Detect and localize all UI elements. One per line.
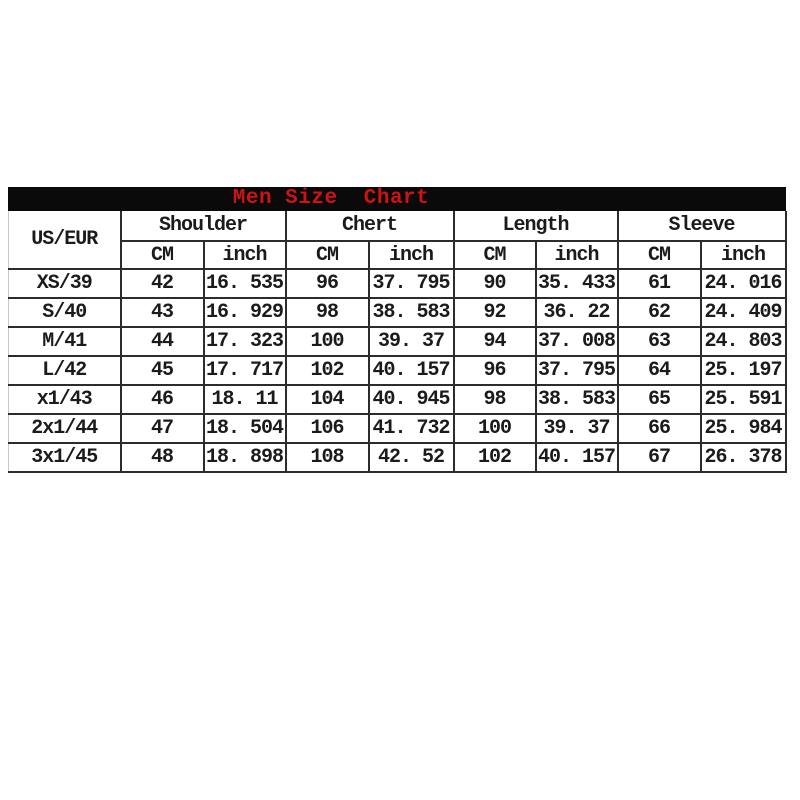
subheader-cm: CM bbox=[454, 241, 536, 269]
table-cell: 18. 11 bbox=[204, 385, 286, 414]
table-row bbox=[9, 298, 786, 327]
table-cell: 36. 22 bbox=[536, 298, 618, 327]
group-header-chert: Chert bbox=[286, 211, 454, 241]
corner-header-us-eur: US/EUR bbox=[9, 211, 121, 269]
table-cell: 17. 717 bbox=[204, 356, 286, 385]
header-group-row bbox=[9, 211, 786, 241]
table-cell: 41. 732 bbox=[369, 414, 454, 443]
table-cell: 47 bbox=[121, 414, 204, 443]
table-cell: 38. 583 bbox=[369, 298, 454, 327]
table-cell: 90 bbox=[454, 269, 536, 298]
table-cell: 37. 795 bbox=[536, 356, 618, 385]
table-cell: 25. 197 bbox=[701, 356, 786, 385]
table-cell: 44 bbox=[121, 327, 204, 356]
table-cell: 108 bbox=[286, 443, 369, 472]
table-cell: 65 bbox=[618, 385, 701, 414]
row-size-label: 2x1/44 bbox=[9, 414, 121, 443]
table-cell: 40. 157 bbox=[369, 356, 454, 385]
table-cell: 62 bbox=[618, 298, 701, 327]
table-cell: 24. 409 bbox=[701, 298, 786, 327]
table-cell: 38. 583 bbox=[536, 385, 618, 414]
table-cell: 102 bbox=[454, 443, 536, 472]
size-table-body bbox=[9, 269, 786, 472]
row-size-label: XS/39 bbox=[9, 269, 121, 298]
table-cell: 25. 984 bbox=[701, 414, 786, 443]
chart-title: Men Size Chart bbox=[232, 187, 430, 210]
table-cell: 61 bbox=[618, 269, 701, 298]
table-row bbox=[9, 385, 786, 414]
table-cell: 24. 016 bbox=[701, 269, 786, 298]
subheader-inch: inch bbox=[701, 241, 786, 269]
header-sub-row bbox=[9, 241, 786, 269]
table-cell: 66 bbox=[618, 414, 701, 443]
table-row bbox=[9, 414, 786, 443]
group-header-length: Length bbox=[454, 211, 618, 241]
table-cell: 39. 37 bbox=[369, 327, 454, 356]
subheader-cm: CM bbox=[121, 241, 204, 269]
table-cell: 64 bbox=[618, 356, 701, 385]
table-cell: 46 bbox=[121, 385, 204, 414]
table-cell: 18. 504 bbox=[204, 414, 286, 443]
title-bar bbox=[8, 187, 786, 211]
table-cell: 35. 433 bbox=[536, 269, 618, 298]
table-cell: 16. 535 bbox=[204, 269, 286, 298]
group-header-shoulder: Shoulder bbox=[121, 211, 286, 241]
table-cell: 37. 008 bbox=[536, 327, 618, 356]
table-cell: 43 bbox=[121, 298, 204, 327]
table-cell: 39. 37 bbox=[536, 414, 618, 443]
table-cell: 63 bbox=[618, 327, 701, 356]
table-cell: 98 bbox=[454, 385, 536, 414]
table-cell: 45 bbox=[121, 356, 204, 385]
table-cell: 92 bbox=[454, 298, 536, 327]
subheader-inch: inch bbox=[369, 241, 454, 269]
subheader-inch: inch bbox=[536, 241, 618, 269]
table-cell: 102 bbox=[286, 356, 369, 385]
row-size-label: S/40 bbox=[9, 298, 121, 327]
table-cell: 106 bbox=[286, 414, 369, 443]
subheader-cm: CM bbox=[286, 241, 369, 269]
table-cell: 100 bbox=[454, 414, 536, 443]
table-cell: 18. 898 bbox=[204, 443, 286, 472]
table-cell: 67 bbox=[618, 443, 701, 472]
table-cell: 100 bbox=[286, 327, 369, 356]
row-size-label: M/41 bbox=[9, 327, 121, 356]
table-cell: 48 bbox=[121, 443, 204, 472]
table-cell: 24. 803 bbox=[701, 327, 786, 356]
table-cell: 17. 323 bbox=[204, 327, 286, 356]
table-cell: 37. 795 bbox=[369, 269, 454, 298]
table-row bbox=[9, 327, 786, 356]
table-cell: 25. 591 bbox=[701, 385, 786, 414]
table-row bbox=[9, 443, 786, 472]
group-header-sleeve: Sleeve bbox=[618, 211, 786, 241]
table-cell: 16. 929 bbox=[204, 298, 286, 327]
table-row bbox=[9, 356, 786, 385]
table-cell: 40. 157 bbox=[536, 443, 618, 472]
table-cell: 40. 945 bbox=[369, 385, 454, 414]
table-row bbox=[9, 269, 786, 298]
table-cell: 104 bbox=[286, 385, 369, 414]
subheader-inch: inch bbox=[204, 241, 286, 269]
row-size-label: 3x1/45 bbox=[9, 443, 121, 472]
row-size-label: x1/43 bbox=[9, 385, 121, 414]
row-size-label: L/42 bbox=[9, 356, 121, 385]
subheader-cm: CM bbox=[618, 241, 701, 269]
table-cell: 94 bbox=[454, 327, 536, 356]
table-cell: 42 bbox=[121, 269, 204, 298]
table-cell: 26. 378 bbox=[701, 443, 786, 472]
table-cell: 98 bbox=[286, 298, 369, 327]
table-cell: 96 bbox=[454, 356, 536, 385]
size-table bbox=[8, 211, 787, 473]
table-cell: 42. 52 bbox=[369, 443, 454, 472]
table-cell: 96 bbox=[286, 269, 369, 298]
